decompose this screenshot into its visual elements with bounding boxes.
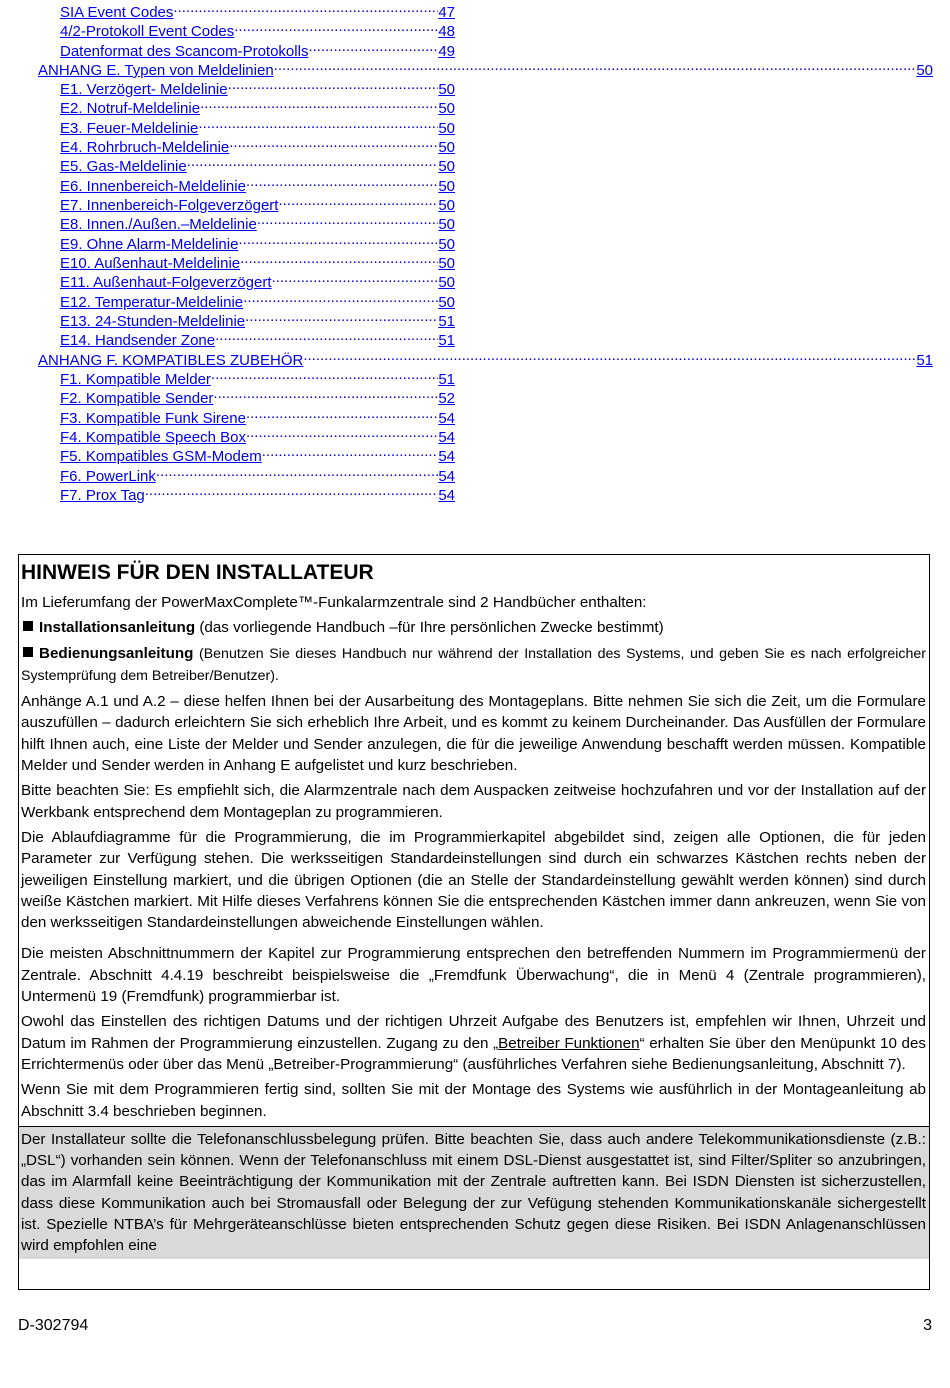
toc-entry[interactable]: F7. Prox Tag ..... 54 — [60, 481, 455, 500]
square-bullet-icon — [23, 621, 33, 631]
toc-entry[interactable]: E6. Innenbereich-Meldelinie ..... 50 — [60, 172, 455, 191]
telephone-line-warning — [19, 1126, 929, 1259]
paragraph-flowcharts: Die Ablaufdiagramme für die Programmierung, die im Programmierkapitel abgebildet sind, zeigen alle Optionen, die für jeden Parameter zur Verfügung stehen. Die werksseitigen Standardeinstellungen sind durch ein schwarzes Kästchen rechts neben der jeweiligen Einstellung markiert, und die übrigen Optionen (die an Stelle der Standardeinstellung gewählt werden können) sind durch weiße Kästchen markiert. Mit Hilfe dieses Verfahrens können Sie die entsprechenden Kästchen immer dann ankreuzen, wenn Sie von den werksseitigen Standardeinstellungen abweichende Einstellungen wählen. — [21, 828, 926, 932]
toc-entry[interactable]: 4/2-Protokoll Event Codes ..... 48 — [60, 17, 455, 36]
toc-entry[interactable]: F4. Kompatible Speech Box ..... 54 — [60, 423, 455, 442]
paragraph-bench-programming: Bitte beachten Sie: Es empfiehlt sich, die Alarmzentrale nach dem Auspacken zeitweise hochzufahren und vor der Installation auf der Werkbank entsprechend dem Montageplan zu programmieren. — [21, 782, 926, 821]
toc-entry[interactable]: E9. Ohne Alarm-Meldelinie ..... 50 — [60, 230, 455, 249]
toc-entry[interactable]: E3. Feuer-Meldelinie ..... 50 — [60, 114, 455, 133]
toc-entry[interactable]: E8. Innen./Außen.–Meldelinie ..... 50 — [60, 210, 455, 229]
toc-entry[interactable]: F6. PowerLink ..... 54 — [60, 462, 455, 481]
toc-entry[interactable]: F5. Kompatibles GSM-Modem ..... 54 — [60, 442, 455, 461]
paragraph-mounting: Wenn Sie mit dem Programmieren fertig sind, sollten Sie mit der Montage des Systems wie ausführlich in der Montageanleitung ab Abschnitt 3.4 beschrieben beginnen. — [21, 1081, 926, 1120]
toc-entry[interactable]: E13. 24-Stunden-Meldelinie ..... 51 — [60, 307, 455, 326]
paragraph-appendix: Anhänge A.1 und A.2 – diese helfen Ihnen bei der Ausarbeitung des Montageplans. Bitte nehmen Sie sich die Zeit, um die Formulare auszufüllen – dadurch erleichtern Sie sich erheblich Ihre Arbeit, und es kommt zu keinem Durcheinander. Das Ausfüllen der Formulare hilft Ihnen auch, eine Liste der Melder und Sender anzulegen, die für die jeweilige Anwendung beschafft werden müssen. Kompatible Melder und Sender werden in Anhang E aufgelistet und kurz beschrieben. — [21, 693, 926, 775]
toc-entry[interactable]: E11. Außenhaut-Folgeverzögert ..... 50 — [60, 268, 455, 287]
installer-notice-box — [18, 554, 930, 1290]
toc-entry-appendix[interactable]: ANHANG F. KOMPATIBLES ZUBEHÖR ..... 51 — [38, 346, 933, 365]
toc-entry[interactable]: SIA Event Codes ..... 47 — [60, 0, 455, 17]
bullet-user-manual: Bedienungsanleitung (Benutzen Sie dieses Handbuch nur während der Installation des Systems, und geben Sie es nach erfolgreicher Systemprüfung dem Betreiber/Benutzer). — [21, 644, 926, 684]
page-number: 3 — [923, 1317, 932, 1334]
toc-entry[interactable]: E12. Temperatur-Meldelinie ..... 50 — [60, 288, 455, 307]
toc-entry[interactable]: E14. Handsender Zone ..... 51 — [60, 326, 455, 345]
toc-entry[interactable]: F3. Kompatible Funk Sirene ..... 54 — [60, 404, 455, 423]
paragraph-telephone-line: Der Installateur sollte die Telefonanschlussbelegung prüfen. Bitte beachten Sie, dass auch andere Telekommunikationsdienste (z.B.: „DSL“) vorhanden sein können. Wenn der Telefonanschluss mit einem DSL-Dienst ausgestattet ist, sind Filter/Spliter so anzubringen, das im Alarmfall keine Beeinträchtigung der Kommunikation mit der Zentrale auftretten kann. Bei ISDN Diensten ist sicherzustellen, dass diese Kommunikation auch bei Stromausfall oder Belegung der zur Vefügung stehenden Kommunikationskanäle sichergestellt ist. Spezielle NTBA’s für Mehrgeräteanschlüsse bieten entsprechenden Schutz gegen diese Risiken. Bei ISDN Anlagenanschlüssen wird empfohlen eine — [21, 1130, 926, 1255]
operator-functions-link[interactable]: Betreiber Funktionen — [498, 1034, 640, 1052]
notice-intro: Im Lieferumfang der PowerMaxComplete™-Funkalarmzentrale sind 2 Handbücher enthalten: — [21, 594, 647, 611]
toc-entry[interactable]: E1. Verzögert- Meldelinie ..... 50 — [60, 75, 455, 94]
bullet-installation-manual: Installationsanleitung (das vorliegende Handbuch –für Ihre persönlichen Zwecke bestimmt) — [21, 617, 926, 638]
toc-entry-appendix[interactable]: ANHANG E. Typen von Meldelinien ..... 50 — [38, 56, 933, 75]
toc-entry[interactable]: E10. Außenhaut-Meldelinie ..... 50 — [60, 249, 455, 268]
toc-entry[interactable]: Datenformat des Scancom-Protokolls ..... 49 — [60, 37, 455, 56]
square-bullet-icon — [23, 647, 33, 657]
toc-entry[interactable]: F1. Kompatible Melder ..... 51 — [60, 365, 455, 384]
toc-entry[interactable]: E5. Gas-Meldelinie ..... 50 — [60, 152, 455, 171]
toc-entry[interactable]: F2. Kompatible Sender ..... 52 — [60, 384, 455, 403]
paragraph-date-time: Owohl das Einstellen des richtigen Datums und der richtigen Uhrzeit Aufgabe des Benutzers ist, empfehlen wir Ihnen, Uhrzeit und Datum im Rahmen der Programmierung einzustellen. Zugang zu den „Betreiber Funktionen“ erhalten Sie über den Menüpunkt 10 des Errichtermenüs oder über das Menü „Betreiber-Programmierung“ (ausführliches Verfahren siehe Bedienungsanleitung, Abschnitt 7). — [21, 1013, 926, 1073]
toc-entry[interactable]: E7. Innenbereich-Folgeverzögert ..... 50 — [60, 191, 455, 210]
document-number: D-302794 — [18, 1317, 89, 1334]
paragraph-section-numbers: Die meisten Abschnittnummern der Kapitel zur Programmierung entsprechen den betreffenden Nummern im Programmiermenü der Zentrale. Abschnitt 4.4.19 beschreibt beispielsweise die „Fremdfunk Überwachung“, die in Menü 4 (Zentrale programmieren), Untermenü 19 (Fremdfunk) programmierbar ist. — [21, 945, 926, 1006]
notice-title: HINWEIS FÜR DEN INSTALLATEUR — [21, 561, 374, 584]
toc-entry[interactable]: E2. Notruf-Meldelinie ..... 50 — [60, 94, 455, 113]
toc-entry[interactable]: E4. Rohrbruch-Meldelinie ..... 50 — [60, 133, 455, 152]
